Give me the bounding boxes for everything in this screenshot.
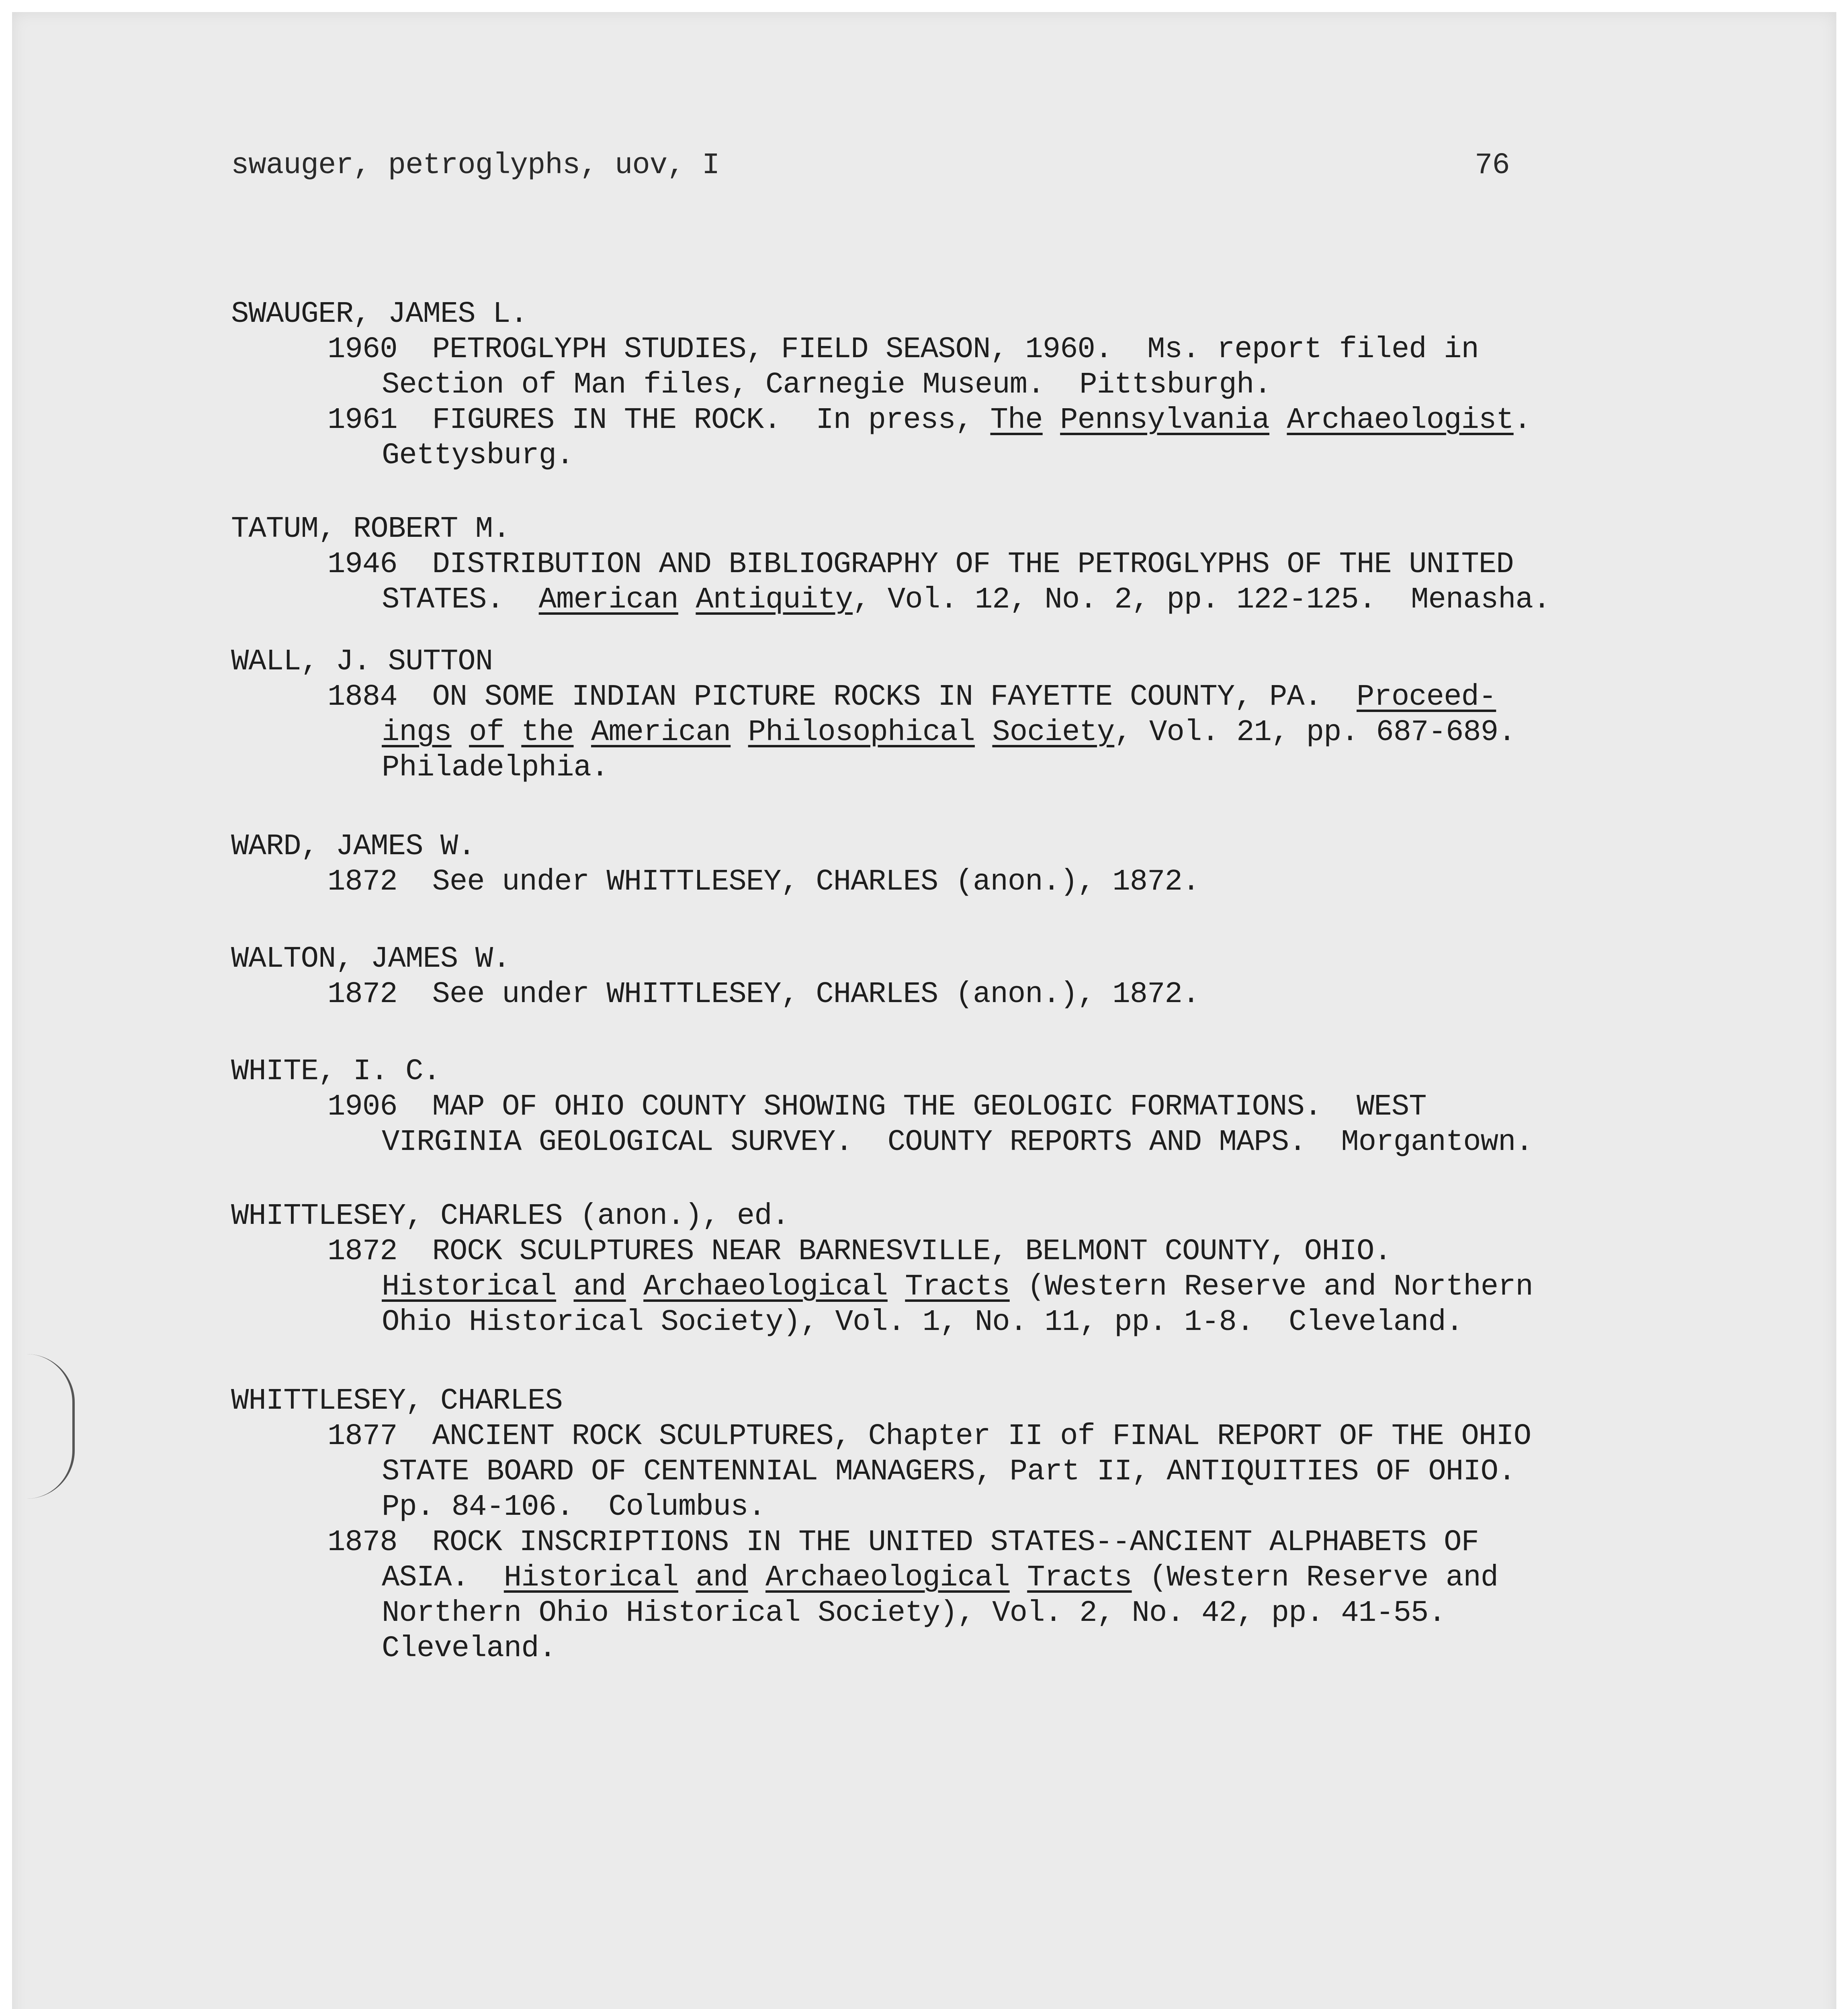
entry-line xyxy=(382,718,1516,747)
underlined-title-word: of xyxy=(469,716,504,749)
entry-text: STATES. xyxy=(382,583,539,617)
entry-text: 1872 See under WHITTLESEY, CHARLES (anon.), 1872. xyxy=(327,865,1200,899)
entry-text: 1877 ANCIENT ROCK SCULPTURES, Chapter II of FINAL REPORT OF THE OHIO xyxy=(327,1420,1531,1453)
entry-text xyxy=(1043,403,1060,437)
entry-text xyxy=(678,1561,696,1595)
entry-line xyxy=(382,1492,765,1522)
entry-text: Gettysburg. xyxy=(382,439,574,473)
entry-author: WARD, JAMES W. xyxy=(231,830,475,863)
underlined-title-word: Archaeological xyxy=(643,1270,888,1304)
underlined-title-word: Archaeological xyxy=(765,1561,1010,1595)
entry-line xyxy=(382,1563,1498,1593)
entry-line xyxy=(327,335,1479,364)
entry-text: Northern Ohio Historical Society), Vol. 2, No. 42, pp. 41-55. xyxy=(382,1596,1446,1630)
entry-author: WALL, J. SUTTON xyxy=(231,645,493,679)
entry-author: WHITTLESEY, CHARLES (anon.), ed. xyxy=(231,1199,790,1233)
underlined-title-word: and xyxy=(696,1561,748,1595)
entry-text: ASIA. xyxy=(382,1561,504,1595)
entry-text xyxy=(504,716,521,749)
entry-line xyxy=(382,1598,1446,1628)
entry-text xyxy=(888,1270,905,1304)
entry-author: WALTON, JAMES W. xyxy=(231,942,510,976)
entry-text: (Western Reserve and Northern xyxy=(1009,1270,1533,1304)
entry-text: 1960 PETROGLYPH STUDIES, FIELD SEASON, 1960. Ms. report filed in xyxy=(327,333,1479,366)
entry-author: WHITTLESEY, CHARLES xyxy=(231,1384,563,1418)
underlined-title-word: American xyxy=(591,716,731,749)
entry-text: STATE BOARD OF CENTENNIAL MANAGERS, Part II, ANTIQUITIES OF OHIO. xyxy=(382,1455,1516,1489)
entry-line xyxy=(327,980,1199,1009)
entry-line xyxy=(327,550,1514,579)
entry-text: Cleveland. xyxy=(382,1632,557,1665)
underlined-title-word: Historical xyxy=(382,1270,557,1304)
entry-text xyxy=(556,1270,573,1304)
entry-line xyxy=(382,441,573,471)
entry-text: Section of Man files, Carnegie Museum. Pittsburgh. xyxy=(382,368,1271,402)
entry-line xyxy=(327,867,1199,897)
entry-author: SWAUGER, JAMES L. xyxy=(231,297,528,331)
underlined-title-word: Philosophical xyxy=(748,716,975,749)
entry-author: TATUM, ROBERT M. xyxy=(231,512,510,546)
entry-line xyxy=(327,1528,1479,1557)
entry-line xyxy=(382,1272,1533,1302)
underlined-title-word: Proceed- xyxy=(1357,680,1496,714)
entry-text: Ohio Historical Society), Vol. 1, No. 11, pp. 1-8. Cleveland. xyxy=(382,1305,1463,1339)
entry-text xyxy=(574,716,591,749)
underlined-title-word: ings xyxy=(382,716,452,749)
entry-text: 1884 ON SOME INDIAN PICTURE ROCKS IN FAYETTE COUNTY, PA. xyxy=(327,680,1357,714)
entry-text: (Western Reserve and xyxy=(1132,1561,1498,1595)
entry-text xyxy=(678,583,696,617)
document-page xyxy=(12,12,1836,2009)
entry-text: , Vol. 12, No. 2, pp. 122-125. Menasha. xyxy=(853,583,1551,617)
entry-text: Pp. 84-106. Columbus. xyxy=(382,1490,765,1524)
entry-line xyxy=(382,585,1550,615)
entry-text: , Vol. 21, pp. 687-689. xyxy=(1114,716,1516,749)
entry-text xyxy=(452,716,469,749)
entry-line xyxy=(382,1127,1533,1157)
underlined-title-word: American xyxy=(538,583,678,617)
page-number: 76 xyxy=(1475,149,1510,182)
entry-text: 1872 ROCK SCULPTURES NEAR BARNESVILLE, BELMONT COUNTY, OHIO. xyxy=(327,1235,1392,1268)
entry-line xyxy=(327,682,1496,712)
entry-line xyxy=(327,1422,1531,1451)
entry-text xyxy=(1269,403,1287,437)
margin-mark xyxy=(24,1354,75,1499)
underlined-title-word: the xyxy=(521,716,574,749)
entry-text: 1906 MAP OF OHIO COUNTY SHOWING THE GEOLOGIC FORMATIONS. WEST xyxy=(327,1090,1426,1124)
underlined-title-word: Archaeologist xyxy=(1287,403,1514,437)
entry-text: 1872 See under WHITTLESEY, CHARLES (anon.), 1872. xyxy=(327,978,1200,1011)
entry-line xyxy=(382,370,1271,400)
entry-text: 1946 DISTRIBUTION AND BIBLIOGRAPHY OF THE PETROGLYPHS OF THE UNITED xyxy=(327,548,1514,581)
entry-line xyxy=(382,753,608,783)
entry-line xyxy=(327,405,1531,435)
underlined-title-word: Historical xyxy=(503,1561,678,1595)
entry-text xyxy=(1010,1561,1027,1595)
entry-line xyxy=(382,1457,1515,1487)
entry-text: Philadelphia. xyxy=(382,751,609,785)
entry-line xyxy=(382,1634,556,1663)
entry-line xyxy=(327,1237,1392,1266)
entry-text: 1961 FIGURES IN THE ROCK. In press, xyxy=(327,403,991,437)
entry-text xyxy=(731,716,748,749)
underlined-title-word: Pennsylvania xyxy=(1060,403,1270,437)
underlined-title-word: Tracts xyxy=(1027,1561,1132,1595)
entry-text xyxy=(975,716,992,749)
entry-line xyxy=(327,1092,1426,1122)
entry-text xyxy=(748,1561,765,1595)
underlined-title-word: The xyxy=(990,403,1043,437)
entry-line xyxy=(382,1307,1463,1337)
underlined-title-word: Antiquity xyxy=(696,583,853,617)
running-title: swauger, petroglyphs, uov, I xyxy=(231,149,720,182)
entry-text xyxy=(626,1270,643,1304)
entry-author: WHITE, I. C. xyxy=(231,1055,440,1088)
entry-text: VIRGINIA GEOLOGICAL SURVEY. COUNTY REPORTS AND MAPS. Morgantown. xyxy=(382,1125,1533,1159)
entry-text: 1878 ROCK INSCRIPTIONS IN THE UNITED STATES--ANCIENT ALPHABETS OF xyxy=(327,1526,1479,1559)
entry-text: . xyxy=(1513,403,1531,437)
underlined-title-word: Tracts xyxy=(905,1270,1010,1304)
underlined-title-word: and xyxy=(573,1270,626,1304)
underlined-title-word: Society xyxy=(992,716,1115,749)
